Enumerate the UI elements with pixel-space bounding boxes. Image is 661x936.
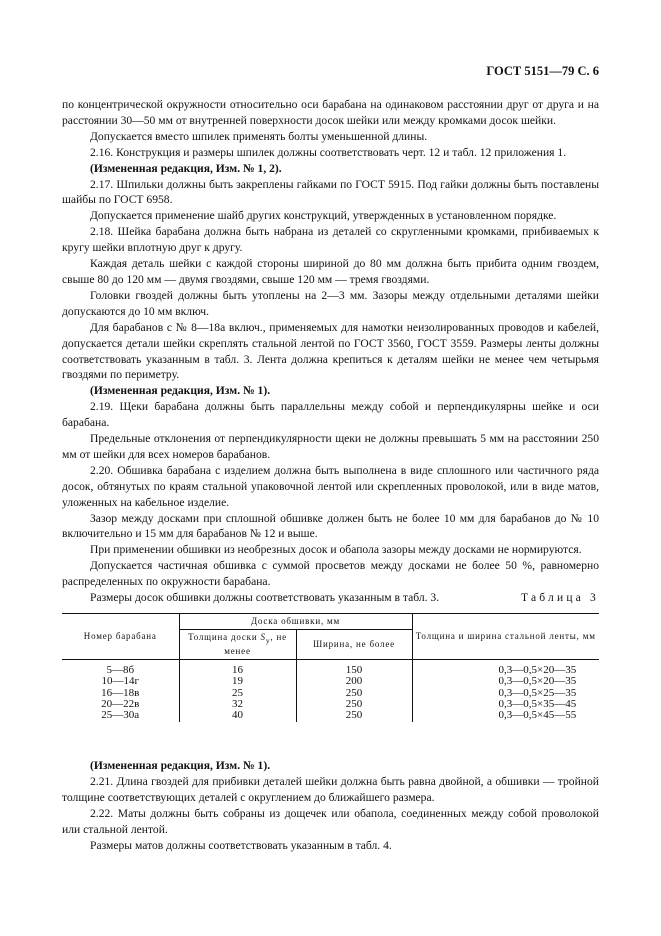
cell-thickness: 19: [179, 676, 296, 687]
cell-drum-number: 5—8б: [106, 663, 135, 676]
paragraph: 2.17. Шпильки должны быть закреплены гайками по ГОСТ 5915. Под гайки должны быть поставлены шайбы по ГОСТ 6958.: [62, 177, 599, 207]
cell-thickness: 16: [179, 659, 296, 676]
paragraph: При применении обшивки из необрезных досок и обапола зазоры между досками не нормируются.: [90, 543, 582, 557]
paragraph: 2.19. Щеки барабана должны быть параллельны между собой и перпендикулярны шейке и оси барабана.: [62, 400, 599, 430]
col-header-width: Ширина, не более: [296, 630, 412, 660]
cell-width: 150: [296, 659, 412, 676]
body-text: [62, 97, 599, 606]
paragraph: 2.20. Обшивка барабана с изделием должна быть выполнена в виде сплошного или частичного ряда досок, обтянутых по краям стальной упаковочной лентой или скрепленных проволокой, или в виде матов, уложенных на кабельное изделие.: [62, 463, 599, 509]
paragraph: Головки гвоздей должны быть утоплены на 2—3 мм. Зазоры между отдельными деталями шейки допускаются до 10 мм включ.: [62, 288, 599, 318]
paragraph: 2.22. Маты должны быть собраны из дощечек или обапола, соединенных между собой проволокой или стальной лентой.: [62, 806, 599, 836]
thickness-symbol: S: [260, 632, 266, 642]
cell-drum-number: 10—14г: [101, 675, 139, 688]
revision-note: (Измененная редакция, Изм. № 1).: [90, 384, 271, 398]
cell-tape: 0,3—0,5×35—45: [412, 699, 599, 710]
paragraph: Зазор между досками при сплошной обшивке должен быть не более 10 мм для барабанов до № 10 включительно и 15 мм для барабанов № 12 и выше.: [62, 511, 599, 541]
col-header-board-group: Доска обшивки, мм: [179, 614, 412, 630]
cell-width: 200: [296, 676, 412, 687]
paragraph: Для барабанов с № 8—18а включ., применяемых для намотки неизолированных проводов и кабелей, допускается детали шейки скреплять стальной лентой по ГОСТ 3560, ГОСТ 3559. Размеры ленты должны соответствовать указанным в табл. 3. Лента должна крепиться к деталям шейки не менее чем четырьмя гвоздями по периметру.: [62, 320, 599, 382]
body-text-after-table: [62, 758, 599, 853]
cell-tape: 0,3—0,5×20—35: [412, 659, 599, 676]
table-caption: Таблица 3: [521, 592, 599, 604]
thickness-label: Толщина доски: [188, 632, 261, 642]
paragraph: 2.21. Длина гвоздей для прибивки деталей шейки должна быть равна двойной, а обшивки — тройной толщине соответствующих деталей с округлением до ближайшего размера.: [62, 774, 599, 804]
cell-width: 250: [296, 699, 412, 710]
cell-tape: 0,3—0,5×20—35: [412, 676, 599, 687]
paragraph: Размеры досок обшивки должны соответствовать указанным в табл. 3.: [90, 591, 440, 605]
cell-tape: 0,3—0,5×45—55: [412, 710, 599, 721]
cell-width: 250: [296, 688, 412, 699]
cell-width: 250: [296, 710, 412, 721]
col-header-tape: Толщина и ширина стальной ленты, мм: [412, 614, 599, 660]
table-row: [62, 659, 599, 676]
cell-tape: 0,3—0,5×25—35: [412, 688, 599, 699]
paragraph: 2.18. Шейка барабана должна быть набрана из деталей со скругленными кромками, прибиваемых к кругу шейки вплотную друг к другу.: [62, 225, 599, 255]
cell-thickness: 32: [179, 699, 296, 710]
paragraph: Каждая деталь шейки с каждой стороны шириной до 80 мм должна быть прибита одним гвоздем, свыше 80 до 120 мм — двумя гвоздями, свыше 120 мм — тремя гвоздями.: [62, 257, 599, 286]
col-header-thickness: [179, 630, 296, 660]
thickness-suffix: , не менее: [224, 632, 287, 656]
paragraph: по концентрической окружности относительно оси барабана на одинаковом расстоянии друг от друга и на расстоянии 30—50 мм от внутренней поверхности досок шейки или между кромками досок шейки.: [62, 98, 599, 127]
paragraph: Предельные отклонения от перпендикулярности щеки не должны превышать 5 мм на расстоянии 250 мм от шейки для всех номеров барабанов.: [62, 432, 599, 461]
paragraph: Допускается частичная обшивка с суммой просветов между досками не более 50 %, равномерно распределенных по окружности барабана.: [62, 559, 599, 589]
page-header: ГОСТ 5151—79 С. 6: [486, 64, 599, 78]
cell-drum-number: 16—18в: [101, 686, 140, 699]
cell-thickness: 40: [179, 710, 296, 721]
paragraph: Размеры матов должны соответствовать указанным в табл. 4.: [90, 838, 392, 852]
cell-drum-number: 25—30а: [101, 709, 140, 722]
cell-thickness: 25: [179, 688, 296, 699]
revision-note: (Измененная редакция, Изм. № 1).: [90, 759, 271, 772]
table-row: [62, 676, 599, 687]
paragraph: 2.16. Конструкция и размеры шпилек должны соответствовать черт. 12 и табл. 12 приложения 1.: [90, 145, 567, 159]
col-header-drum-number: Номер барабана: [62, 614, 179, 660]
table-3: [62, 613, 599, 722]
paragraph: Допускается применение шайб других конструкций, утвержденных в установленном порядке.: [90, 209, 557, 223]
revision-note: (Измененная редакция, Изм. № 1, 2).: [90, 161, 282, 175]
table-row: [62, 710, 599, 721]
cell-drum-number: 20—22в: [101, 698, 140, 711]
paragraph: Допускается вместо шпилек применять болты уменьшенной длины.: [90, 129, 428, 143]
thickness-subscript: у: [265, 635, 271, 645]
